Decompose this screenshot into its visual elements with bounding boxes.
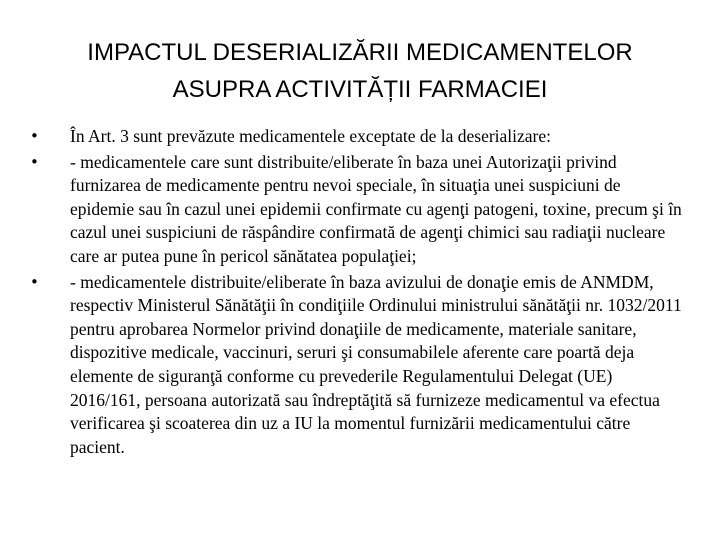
slide-body [30,125,686,461]
bullet-text: - medicamentele distribuite/eliberate în baza avizului de donaţie emis de ANMDM, respectiv Ministerul Sănătăţii în condiţiile Ordinului ministrului sănătăţii nr. 1032/2011 pentru aprobarea Normelor privind donaţiile de medicamente, materiale sanitare, dispozitive medicale, vaccinuri, seruri şi consumabilele aferente care poartă deja elemente de siguranţă conforme cu prevederile Regulamentului Delegat (UE) 2016/161, persoana autorizată sau îndreptăţită să furnizeze medicamentul va efectua verificarea şi scoaterea din uz a IU la momentul furnizării medicamentului către pacient. [70,271,682,457]
bullet-text: - medicamentele care sunt distribuite/eliberate în baza unei Autorizaţii privind furnizarea de medicamente pentru nevoi speciale, în situaţia unei suspiciuni de epidemie sau în cazul unei epidemii confirmate cu agenţi patogeni, toxine, precum şi în cazul unei suspiciuni de răspândire confirmată de agenţi chimici sau radiaţii nucleare care ar putea pune în pericol sănătatea populaţiei; [70,151,682,266]
bullet-icon: • [30,127,39,145]
bullet-text: În Art. 3 sunt prevăzute medicamentele exceptate de la deserializare: [70,126,552,146]
slide-title-line-2: ASUPRA ACTIVITĂȚII FARMACIEI [172,76,548,103]
bullet-item-3 [30,271,686,460]
bullet-icon: • [30,272,39,291]
slide-title [30,34,690,108]
bullet-item-1 [30,125,686,149]
bullet-icon: • [30,152,39,171]
bullet-item-2 [30,151,686,269]
slide-title-line-1: IMPACTUL DESERIALIZĂRII MEDICAMENTELOR [87,39,633,66]
